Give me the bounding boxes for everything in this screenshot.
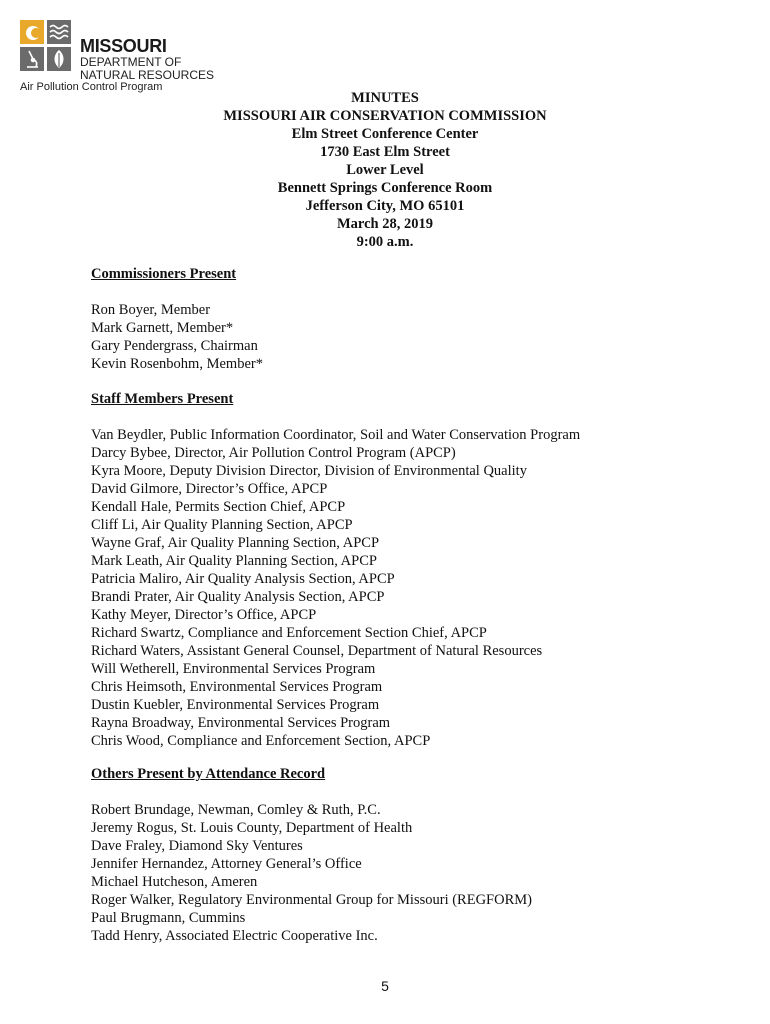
list-item: Rayna Broadway, Environmental Services Program	[91, 715, 391, 731]
meeting-time: 9:00 a.m.	[356, 234, 414, 250]
meeting-date: March 28, 2019	[337, 216, 433, 232]
list-item: Dave Fraley, Diamond Sky Ventures	[91, 838, 303, 854]
department-logo	[20, 20, 220, 92]
room-name: Bennett Springs Conference Room	[277, 180, 493, 196]
meeting-header	[0, 89, 770, 251]
list-item: Kyra Moore, Deputy Division Director, Division of Environmental Quality	[91, 463, 527, 479]
others-list	[91, 801, 532, 945]
street-address: 1730 East Elm Street	[320, 144, 450, 160]
list-item: Darcy Bybee, Director, Air Pollution Control Program (APCP)	[91, 445, 456, 461]
commissioners-heading: Commissioners Present	[91, 266, 237, 282]
list-item: Wayne Graf, Air Quality Planning Section, APCP	[91, 535, 380, 551]
list-item: Robert Brundage, Newman, Comley & Ruth, P.C.	[91, 802, 381, 818]
list-item: Tadd Henry, Associated Electric Cooperative Inc.	[91, 928, 378, 944]
list-item: Chris Heimsoth, Environmental Services Program	[91, 679, 383, 695]
list-item: Mark Leath, Air Quality Planning Section, APCP	[91, 553, 377, 569]
leaf-icon	[47, 47, 71, 71]
list-item: Roger Walker, Regulatory Environmental Group for Missouri (REGFORM)	[91, 892, 532, 908]
logo-emblem	[20, 20, 72, 72]
list-item: Richard Swartz, Compliance and Enforcement Section Chief, APCP	[91, 625, 487, 641]
logo-state-name: MISSOURI	[80, 36, 167, 56]
list-item: Jeremy Rogus, St. Louis County, Department of Health	[91, 820, 413, 836]
sun-icon	[20, 20, 44, 44]
list-item: Will Wetherell, Environmental Services Program	[91, 661, 376, 677]
list-item: Cliff Li, Air Quality Planning Section, APCP	[91, 517, 353, 533]
list-item: Mark Garnett, Member*	[91, 320, 234, 336]
commission-name: MISSOURI AIR CONSERVATION COMMISSION	[223, 108, 547, 124]
list-item: Patricia Maliro, Air Quality Analysis Section, APCP	[91, 571, 395, 587]
staff-heading: Staff Members Present	[91, 391, 234, 407]
list-item: Kathy Meyer, Director’s Office, APCP	[91, 607, 317, 623]
venue-name: Elm Street Conference Center	[291, 126, 479, 142]
others-heading: Others Present by Attendance Record	[91, 766, 326, 782]
program-name: Air Pollution Control Program	[20, 81, 163, 93]
city-state-zip: Jefferson City, MO 65101	[305, 198, 465, 214]
document-title: MINUTES	[351, 90, 419, 106]
list-item: Van Beydler, Public Information Coordinator, Soil and Water Conservation Program	[91, 427, 581, 443]
list-item: Ron Boyer, Member	[91, 302, 211, 318]
logo-department-line-1: DEPARTMENT OF	[80, 55, 182, 69]
venue-level: Lower Level	[346, 162, 424, 178]
list-item: Brandi Prater, Air Quality Analysis Section, APCP	[91, 589, 385, 605]
water-waves-icon	[47, 20, 71, 44]
list-item: Kevin Rosenbohm, Member*	[91, 356, 263, 372]
list-item: Jennifer Hernandez, Attorney General’s Office	[91, 856, 362, 872]
list-item: David Gilmore, Director’s Office, APCP	[91, 481, 328, 497]
list-item: Chris Wood, Compliance and Enforcement Section, APCP	[91, 733, 431, 749]
list-item: Dustin Kuebler, Environmental Services Program	[91, 697, 380, 713]
microscope-icon	[20, 47, 44, 71]
list-item: Paul Brugmann, Cummins	[91, 910, 246, 926]
list-item: Michael Hutcheson, Ameren	[91, 874, 258, 890]
page-number: 5	[381, 978, 389, 994]
list-item: Gary Pendergrass, Chairman	[91, 338, 258, 354]
list-item: Kendall Hale, Permits Section Chief, APCP	[91, 499, 346, 515]
staff-list	[91, 426, 580, 750]
commissioners-list	[91, 301, 263, 373]
logo-department-line-2: NATURAL RESOURCES	[80, 68, 215, 82]
list-item: Richard Waters, Assistant General Counsel, Department of Natural Resources	[91, 643, 543, 659]
